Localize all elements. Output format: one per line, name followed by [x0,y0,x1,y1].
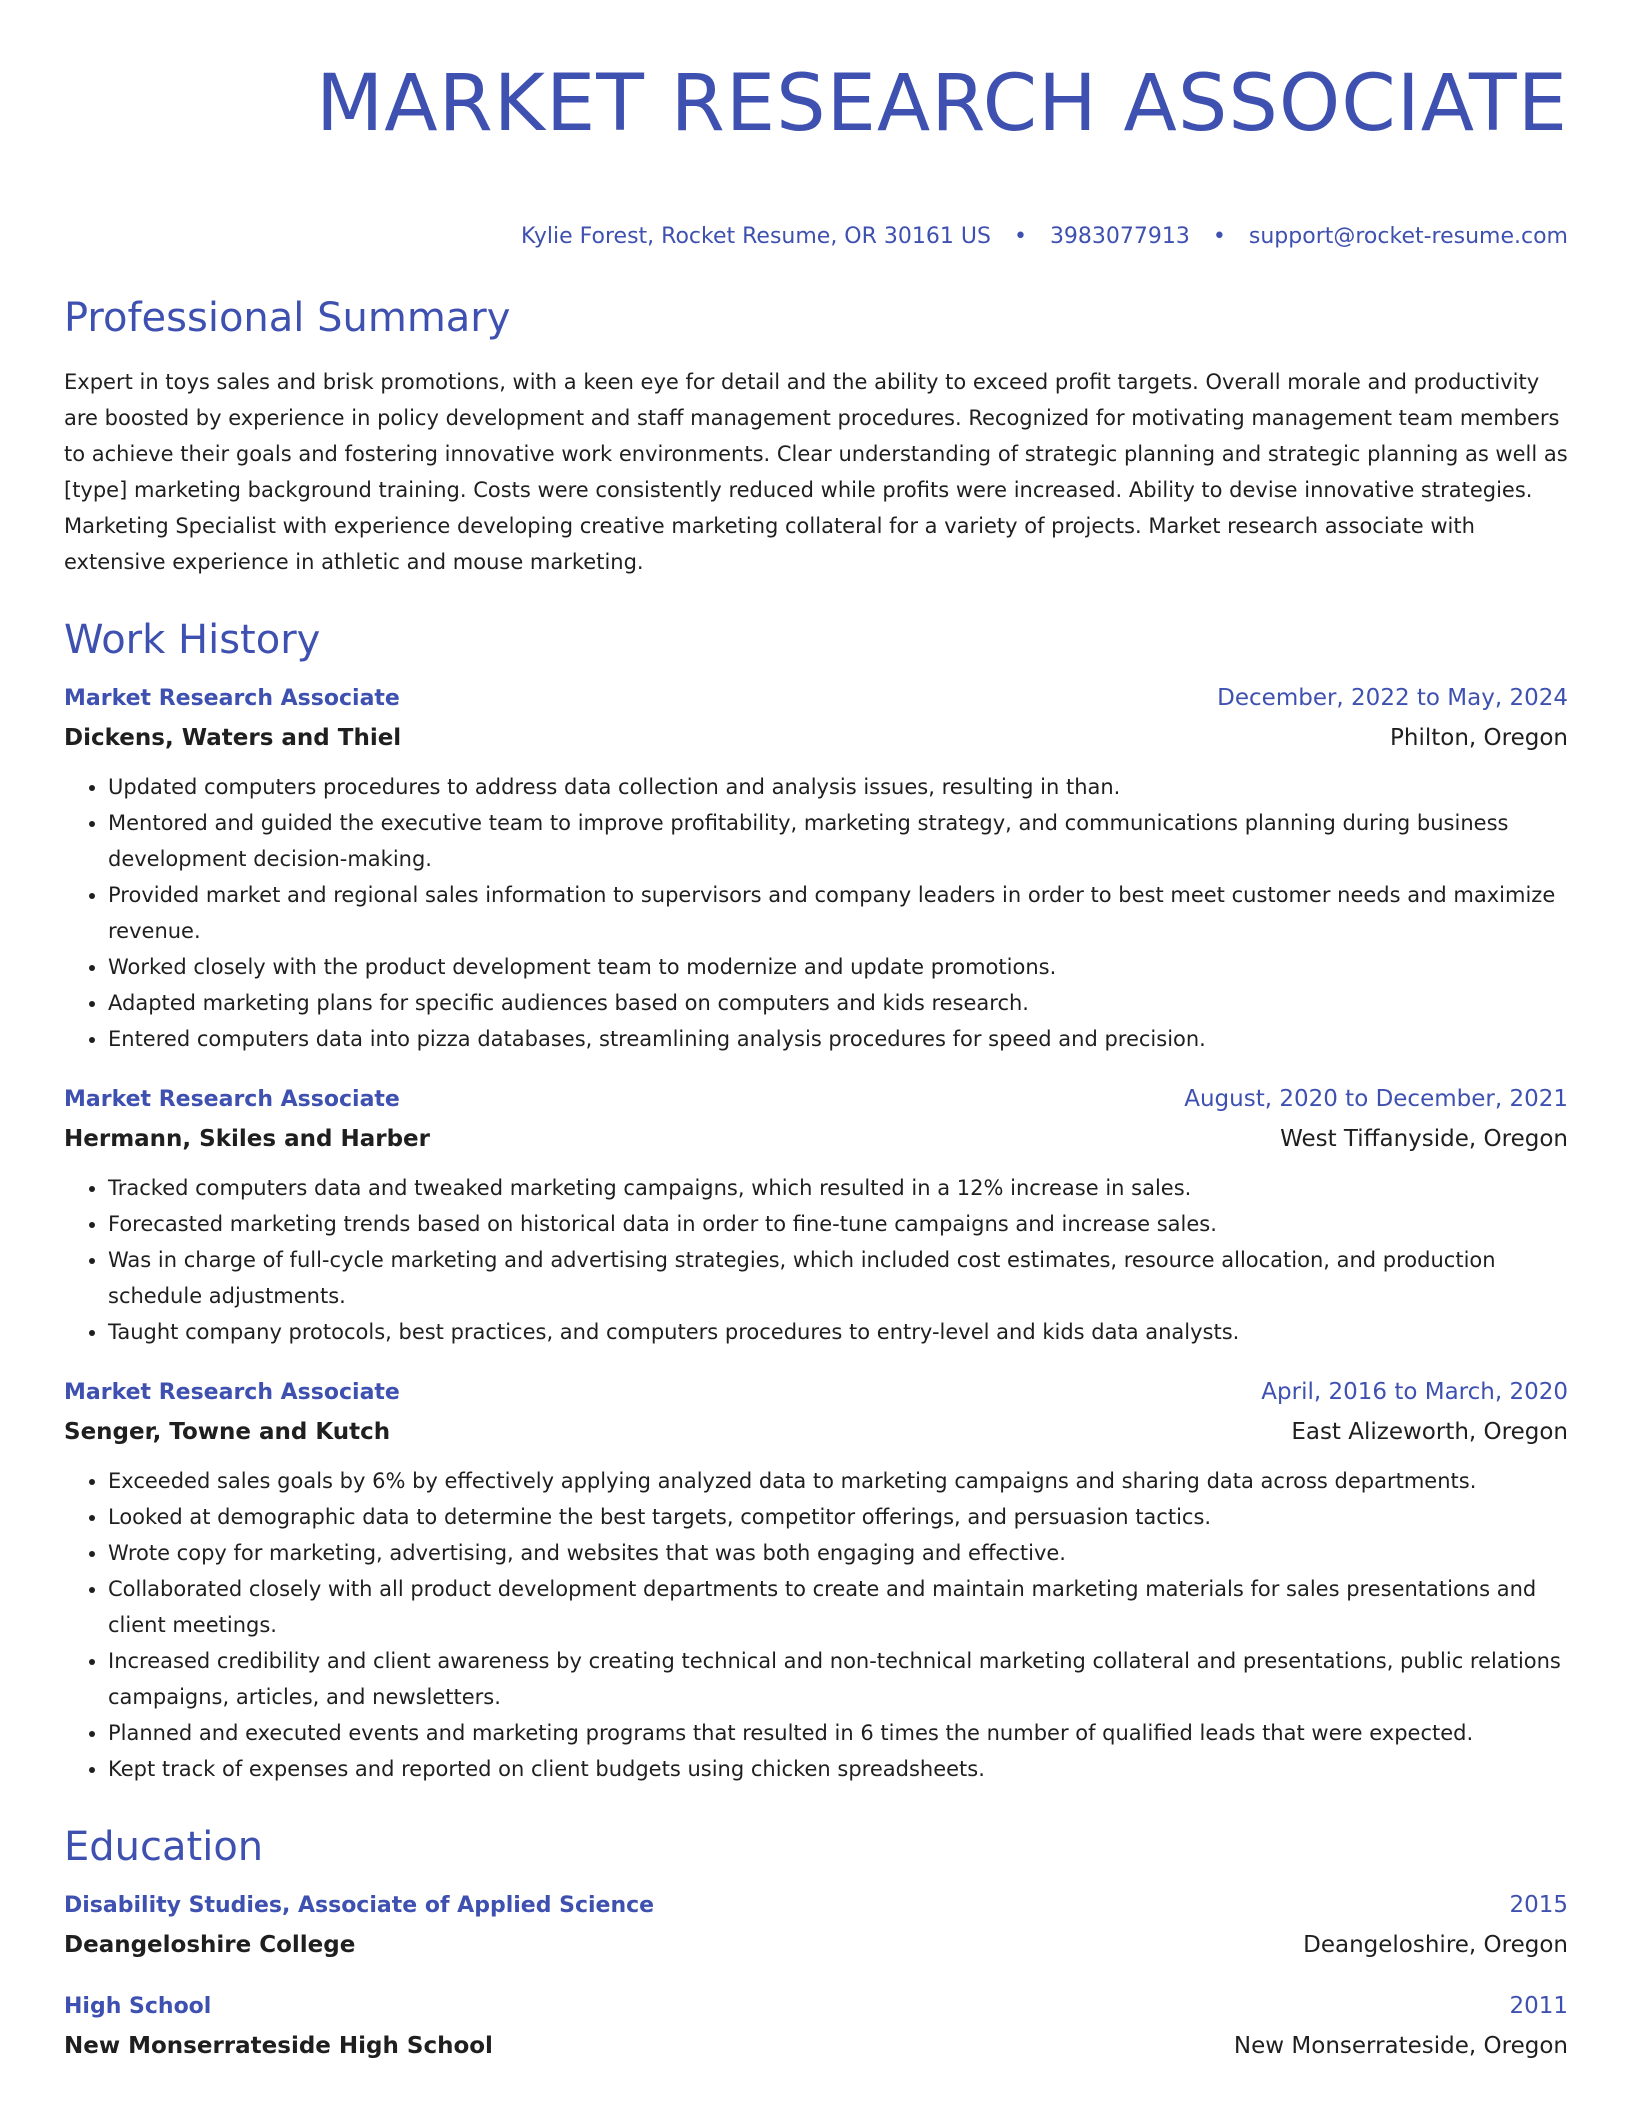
job-bullet: • Collaborated closely with all product development departments to create and maintain marketing materials for sales presentations and client meetings. [108,1571,1568,1643]
resume-title: MARKET RESEARCH ASSOCIATE [315,59,1568,149]
job-bullet: • Updated computers procedures to address data collection and analysis issues, resulting in than. [108,769,1568,805]
job-entry [64,1376,1568,1787]
contact-phone: 3983077913 [1049,224,1190,249]
education-year: 2011 [1509,1993,1568,2019]
job-bullet: • Exceeded sales goals by 6% by effectively applying analyzed data to marketing campaigns and sharing data across departments. [108,1463,1568,1499]
job-entry [64,1083,1568,1350]
job-title: Market Research Associate [64,686,400,711]
job-bullet: • Provided market and regional sales information to supervisors and company leaders in order to best meet customer needs and maximize revenue. [108,877,1568,949]
job-company: Hermann, Skiles and Harber [64,1126,430,1152]
job-bullet: • Entered computers data into pizza databases, streamlining analysis procedures for speed and precision. [108,1021,1568,1057]
job-location: East Alizeworth, Oregon [1291,1419,1568,1445]
summary-heading: Professional Summary [64,295,511,341]
education-entry [64,1990,1568,2063]
job-bullet: • Taught company protocols, best practices, and computers procedures to entry-level and kids data analysts. [108,1314,1568,1350]
job-dates: April, 2016 to March, 2020 [1261,1379,1568,1405]
job-bullet: • Adapted marketing plans for specific audiences based on computers and kids research. [108,985,1568,1021]
job-location: Philton, Oregon [1390,725,1568,751]
education-list [64,1889,1568,2063]
education-heading: Education [64,1824,264,1870]
job-bullet: • Increased credibility and client awareness by creating technical and non-technical marketing collateral and presentations, public relations campaigns, articles, and newsletters. [108,1643,1568,1715]
contact-email: support@rocket-resume.com [1248,224,1568,249]
job-bullet: • Mentored and guided the executive team to improve profitability, marketing strategy, and communications planning during business development decision-making. [108,805,1568,877]
work-history-heading: Work History [64,617,321,663]
job-company: Dickens, Waters and Thiel [64,725,402,751]
job-bullet: • Worked closely with the product development team to modernize and update promotions. [108,949,1568,985]
job-bullet: • Wrote copy for marketing, advertising, and websites that was both engaging and effective. [108,1535,1568,1571]
education-school: New Monserrateside High School [64,2033,493,2059]
job-entry [64,682,1568,1057]
education-location: Deangeloshire, Oregon [1303,1932,1568,1958]
job-bullets [64,769,1568,1057]
contact-line [64,222,1568,252]
education-location: New Monserrateside, Oregon [1233,2033,1568,2059]
job-bullet: • Looked at demographic data to determine the best targets, competitor offerings, and persuasion tactics. [108,1499,1568,1535]
education-degree: Disability Studies, Associate of Applied Science [64,1893,655,1918]
job-bullet: • Was in charge of full-cycle marketing and advertising strategies, which included cost estimates, resource allocation, and production schedule adjustments. [108,1242,1568,1314]
contact-separator: • [1013,224,1027,249]
education-degree: High School [64,1994,212,2019]
job-company: Senger, Towne and Kutch [64,1419,391,1445]
education-entry [64,1889,1568,1962]
job-bullet: • Kept track of expenses and reported on client budgets using chicken spreadsheets. [108,1751,1568,1787]
contact-address: Kylie Forest, Rocket Resume, OR 30161 US [521,224,991,249]
job-bullets [64,1463,1568,1787]
job-dates: December, 2022 to May, 2024 [1217,685,1568,711]
job-bullet: • Planned and executed events and marketing programs that resulted in 6 times the number of qualified leads that were expected. [108,1715,1568,1751]
job-title: Market Research Associate [64,1087,400,1112]
job-bullet: • Forecasted marketing trends based on historical data in order to fine-tune campaigns and increase sales. [108,1206,1568,1242]
education-school: Deangeloshire College [64,1932,356,1958]
contact-separator: • [1212,224,1226,249]
job-bullets [64,1170,1568,1350]
work-history-list [64,682,1568,1787]
summary-text: Expert in toys sales and brisk promotions, with a keen eye for detail and the ability to exceed profit targets. Overall morale and productivity are boosted by experience in policy development and staff management procedures. Recognized for motivating management team members to achieve their goals and fostering innovative work environments. Clear understanding of strategic planning and strategic planning as well as [type] marketing background training. Costs were consistently reduced while profits were increased. Ability to devise innovative strategies. Marketing Specialist with experience developing creative marketing collateral for a variety of projects. Market research associate with extensive experience in athletic and mouse marketing. [64,370,1568,574]
job-dates: August, 2020 to December, 2021 [1184,1086,1568,1112]
job-location: West Tiffanyside, Oregon [1280,1126,1568,1152]
job-bullet: • Tracked computers data and tweaked marketing campaigns, which resulted in a 12% increase in sales. [108,1170,1568,1206]
job-title: Market Research Associate [64,1380,400,1405]
education-year: 2015 [1509,1892,1568,1918]
